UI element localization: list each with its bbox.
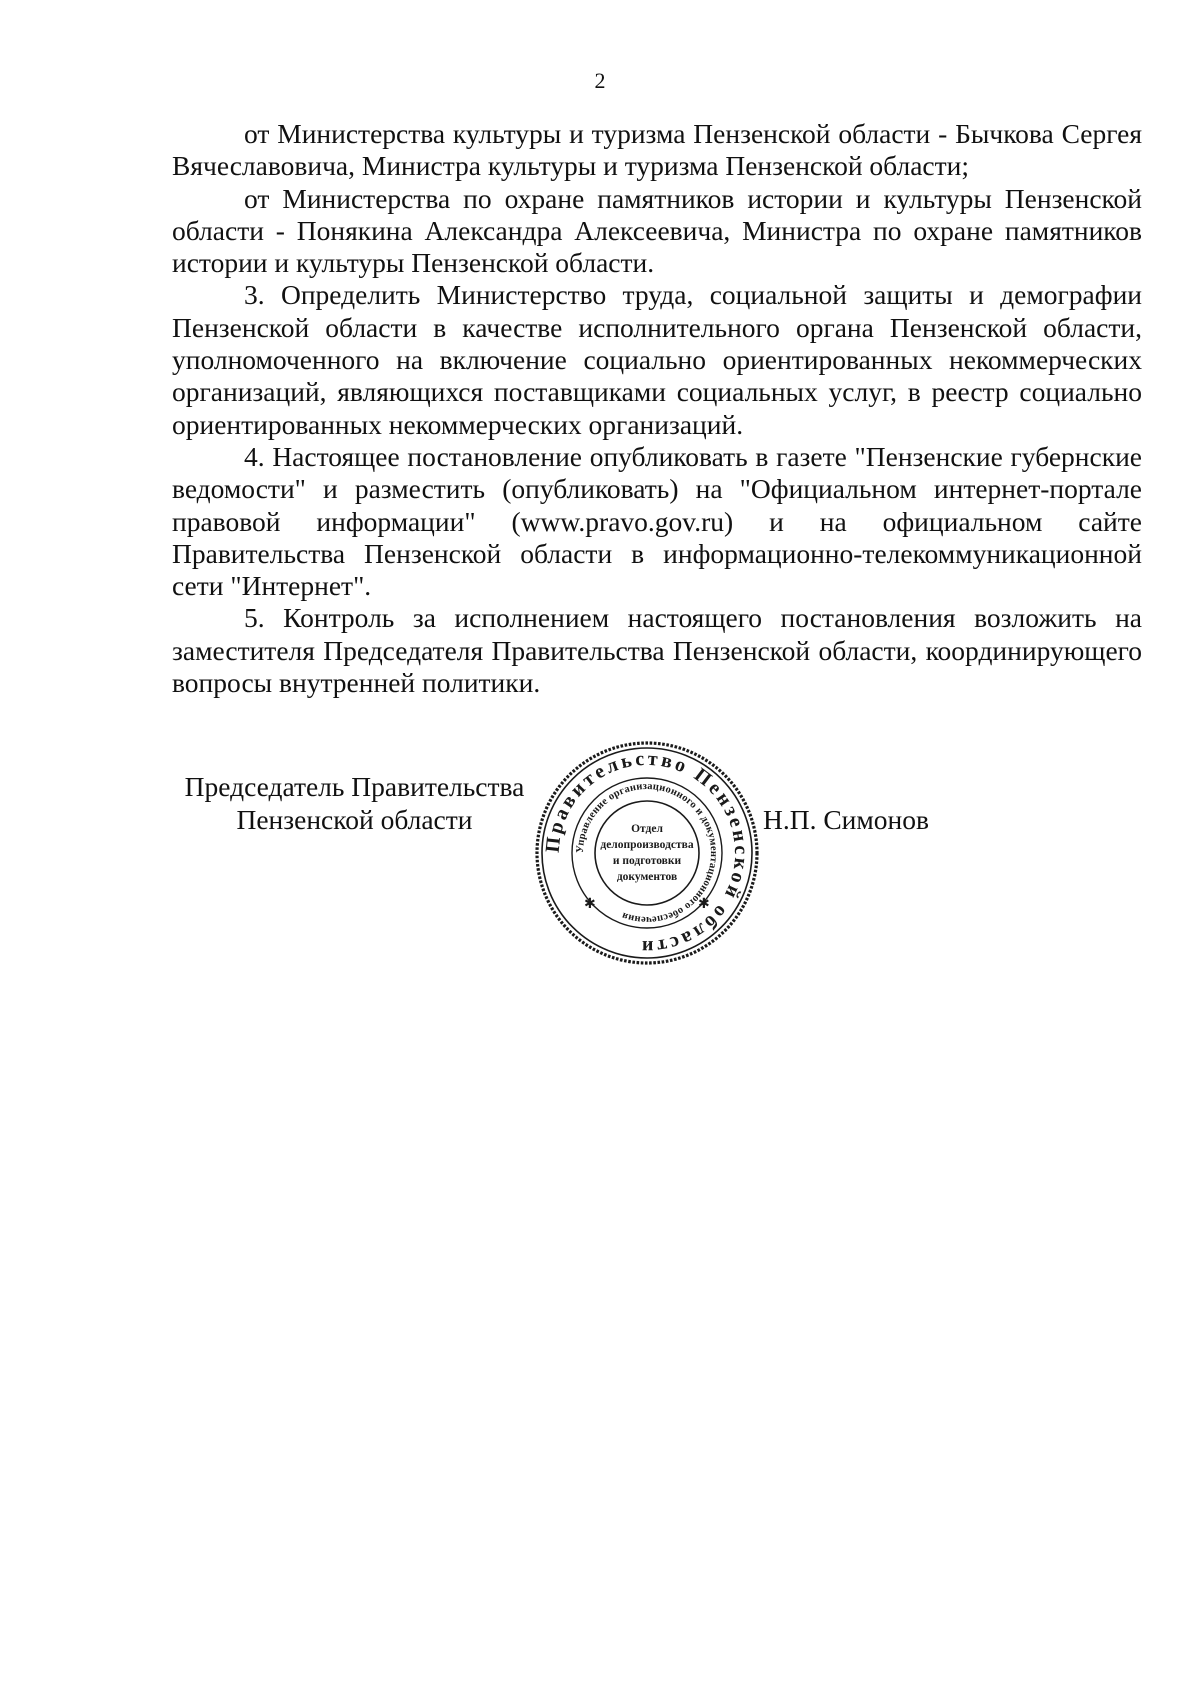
signatory-title: [182, 770, 527, 836]
document-body: [172, 118, 1142, 699]
paragraph-ministry-culture: от Министерства культуры и туризма Пензенской области - Бычкова Сергея Вячеславовича, Министра культуры и туризма Пензенской области;: [172, 118, 1142, 182]
seal-center-line-3: и подготовки: [612, 855, 682, 867]
paragraph-item-5: 5. Контроль за исполнением настоящего постановления возложить на заместителя Председателя Правительства Пензенской области, координирующего вопросы внутренней политики.: [172, 602, 1142, 699]
seal-star-right: ✱: [698, 897, 710, 912]
seal-outer-textpath: Правительство Пензенской области: [541, 747, 753, 959]
seal-outer-ring: [537, 743, 757, 963]
signature-block: [172, 738, 1142, 998]
seal-star-left: ✱: [584, 897, 596, 912]
page-number: 2: [594, 68, 606, 93]
seal-graphic: [532, 738, 762, 968]
seal-center-line-4: документов: [616, 871, 678, 883]
seal-outer-text: [542, 748, 752, 958]
signatory-title-line-2: Пензенской области: [236, 804, 473, 835]
official-seal: [532, 738, 762, 968]
signatory-title-line-1: Председатель Правительства: [184, 771, 525, 802]
paragraph-ministry-monuments: от Министерства по охране памятников истории и культуры Пензенской области - Понякина Александра Алексеевича, Министра по охране памятников истории и культуры Пензенской области.: [172, 182, 1142, 279]
seal-middle-textpath: Управление организационного и документационного обеспечения: [574, 780, 720, 926]
paragraph-item-4: 4. Настоящее постановление опубликовать в газете "Пензенские губернские ведомости" и разместить (опубликовать) на "Официальном интернет-портале правовой информации" (www.pravo.gov.ru) и на официальном сайте Правительства Пензенской области в информационно-телекоммуникационной сети "Интернет".: [172, 440, 1142, 602]
seal-ring-4: [595, 801, 699, 905]
signatory-name: Н.П. Симонов: [763, 804, 930, 835]
paragraph-item-3: 3. Определить Министерство труда, социальной защиты и демографии Пензенской области в качестве исполнительного органа Пензенской области, уполномоченного на включение социально ориентированных некоммерческих организаций, являющихся поставщиками социальных услуг, в реестр социально ориентированных некоммерческих организаций.: [172, 279, 1142, 440]
seal-center-line-1: Отдел: [631, 823, 663, 835]
seal-center-line-2: делопроизводства: [600, 839, 694, 851]
